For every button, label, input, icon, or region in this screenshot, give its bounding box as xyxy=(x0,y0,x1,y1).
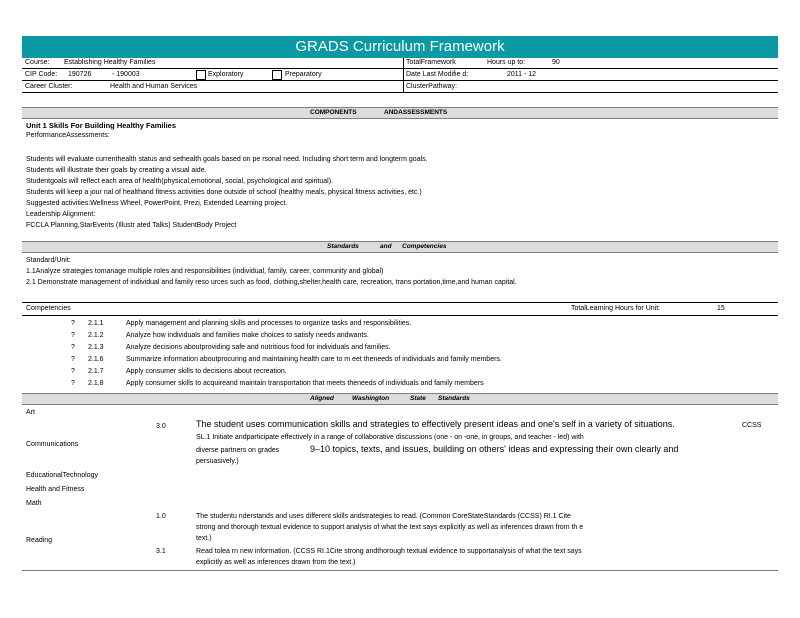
competency-bullet: ? xyxy=(71,320,75,327)
competency-text: Apply consumer skills to acquireand maintain transportation that meets theneeds of individuals and family members xyxy=(126,380,484,387)
course-value: Establishing Healthy Families xyxy=(64,59,156,66)
competency-number: 2.1.3 xyxy=(88,344,104,351)
preparatory-label: Preparatory xyxy=(285,71,322,78)
component-line: Students will evaluate currenthealth status and sethealth goals based on pe rsonal need. Including short term and longterm goals. xyxy=(26,156,428,163)
exploratory-label: Exploratory xyxy=(208,71,244,78)
career-label: Career Cluster: xyxy=(25,83,73,90)
reading-standard-line: explicitly as well as inferences drawn from the text.) xyxy=(196,559,356,566)
component-line: Suggested activities:Wellness Wheel, PowerPoint, Prezi, Extended Learning project. xyxy=(26,200,288,207)
preparatory-checkbox[interactable] xyxy=(272,70,282,80)
subject-communications: Communications xyxy=(26,441,79,448)
comm-standard-number: 3.0 xyxy=(156,423,166,430)
reading-standard-line: Read tolea rn new information. (CCSS RI.1Cite strong andthorough textual evidence to supportanalysis of what the text says xyxy=(196,548,582,555)
comm-standard-text: The student uses communication skills and strategies to effectively present ideas and one's self in a variety of situations. xyxy=(196,419,675,429)
career-row xyxy=(22,81,778,93)
component-line: Students will illustrate their goals by creating a visual aide. xyxy=(26,167,207,174)
aligned-standards-band xyxy=(22,393,778,405)
subject-art: Art xyxy=(26,409,35,416)
cip-value: 190726 xyxy=(68,71,92,78)
standards-band-right: Competencies xyxy=(402,243,447,250)
components-band-right: ANDASSESSMENTS xyxy=(384,109,448,116)
competency-bullet: ? xyxy=(71,356,75,363)
competency-number: 2.1.1 xyxy=(88,320,104,327)
aligned-band-word: Standards xyxy=(438,395,470,402)
date-value: 2011 - 12 xyxy=(507,71,537,78)
competency-text: Apply management and planning skills and processes to organize tasks and responsibilities. xyxy=(126,320,412,327)
total-learning-value: 15 xyxy=(717,305,725,312)
standard-line: 2.1 Demonstrate management of individual and family reso urces such as food, clothing,shelter,health care, recreation, trans portation,time,and human capital. xyxy=(26,279,517,286)
course-label: Course: xyxy=(25,59,50,66)
competencies-label: Competencies xyxy=(26,305,71,312)
reading-standard-line: strong and thorough textual evidence to support analysis of what the text says explicitly as well as inferences drawn from th e xyxy=(196,524,584,531)
exploratory-checkbox[interactable] xyxy=(196,70,206,80)
cip-suffix: - 190003 xyxy=(112,71,140,78)
competency-text: Summarize information aboutprocuring and maintaining health care to m eet theneeds of individuals and family members. xyxy=(126,356,502,363)
course-row xyxy=(22,58,778,69)
components-band xyxy=(22,107,778,119)
reading-standard-line: text.) xyxy=(196,535,212,542)
competency-number: 2.1.2 xyxy=(88,332,104,339)
total-framework-label: TotalFramework xyxy=(406,59,456,66)
aligned-band-word: State xyxy=(410,395,426,402)
components-band-left: COMPONENTS xyxy=(310,109,357,116)
info-divider xyxy=(403,58,404,93)
reading-standard-number: 1.0 xyxy=(156,513,166,520)
reading-standard-number: 3.1 xyxy=(156,548,166,555)
competencies-bottom-rule xyxy=(22,315,778,316)
standard-line: 1.1Analyze strategies tomanage multiple roles and responsibilities (individual, family, career, community and global) xyxy=(26,268,384,275)
component-line: FCCLA Planning,StarEvents (Illustr ated Talks) StudentBody Project xyxy=(26,222,237,229)
competency-number: 2.1.8 xyxy=(88,380,104,387)
comm-standard-line: 9–10 topics, texts, and issues, building on others' ideas and expressing their own clearly and xyxy=(310,444,679,454)
component-line: Students will keep a jour nal of healthand fitness activities done outside of school (healthy meals, physical fitness activities, etc.) xyxy=(26,189,422,196)
competency-number: 2.1.6 xyxy=(88,356,104,363)
hours-value: 90 xyxy=(552,59,560,66)
competency-text: Analyze decisions aboutproviding safe and nutritious food for individuals and families. xyxy=(126,344,391,351)
standard-unit-label: Standard/Unit: xyxy=(26,257,71,264)
unit-title: Unit 1 Skills For Building Healthy Families xyxy=(26,121,177,130)
competency-bullet: ? xyxy=(71,368,75,375)
cluster-pathway-label: ClusterPathway: xyxy=(406,83,457,90)
component-line: Leadership Alignment: xyxy=(26,211,96,218)
reading-standard-line: The studentu nderstands and uses different skills andstrategies to read. (Common CoreStateStandards (CCSS) RI.1 Cite xyxy=(196,513,571,520)
career-value: Health and Human Services xyxy=(110,83,198,90)
bottom-rule xyxy=(22,570,778,571)
total-learning-label: TotalLearning Hours for Unit: xyxy=(571,305,661,312)
subject-reading: Reading xyxy=(26,537,53,544)
comm-standard-line: diverse partners on grades xyxy=(196,447,280,454)
date-label: Date Last Modifie d: xyxy=(406,71,469,78)
comm-standard-line: persuasively.) xyxy=(196,458,239,465)
competency-text: Analyze how individuals and families make choices to satisfy needs andwants. xyxy=(126,332,369,339)
cip-row xyxy=(22,69,778,81)
competency-text: Apply consumer skills to decisions about recreation. xyxy=(126,368,287,375)
standards-band-left: Standards xyxy=(327,243,359,250)
framework-title: GRADS Curriculum Framework xyxy=(22,36,778,58)
cip-label: CIP Code: xyxy=(25,71,58,78)
hours-label: Hours up to: xyxy=(487,59,526,66)
competencies-top-rule xyxy=(22,302,778,303)
competency-bullet: ? xyxy=(71,332,75,339)
competency-bullet: ? xyxy=(71,380,75,387)
competency-bullet: ? xyxy=(71,344,75,351)
subject-math: Math xyxy=(26,500,42,507)
comm-standard-code: CCSS xyxy=(742,422,762,429)
aligned-band-word: Aligned xyxy=(310,395,334,402)
subject-health-fitness: Health and Fitness xyxy=(26,486,85,493)
standards-band-mid: and xyxy=(380,243,392,250)
standards-band xyxy=(22,241,778,253)
subject-educational-technology: EducationalTechnology xyxy=(26,472,98,479)
performance-label: PerformanceAssessments: xyxy=(26,132,110,139)
competency-number: 2.1.7 xyxy=(88,368,104,375)
aligned-band-word: Washington xyxy=(352,395,390,402)
comm-standard-line: SL.1 Initiate andparticipate effectively in a range of collaborative discussions (one - on -one, in groups, and teacher - led) with xyxy=(196,434,584,441)
component-line: Studentgoals will reflect each area of health(physical,emotional, social, psychological and spiritual). xyxy=(26,178,333,185)
